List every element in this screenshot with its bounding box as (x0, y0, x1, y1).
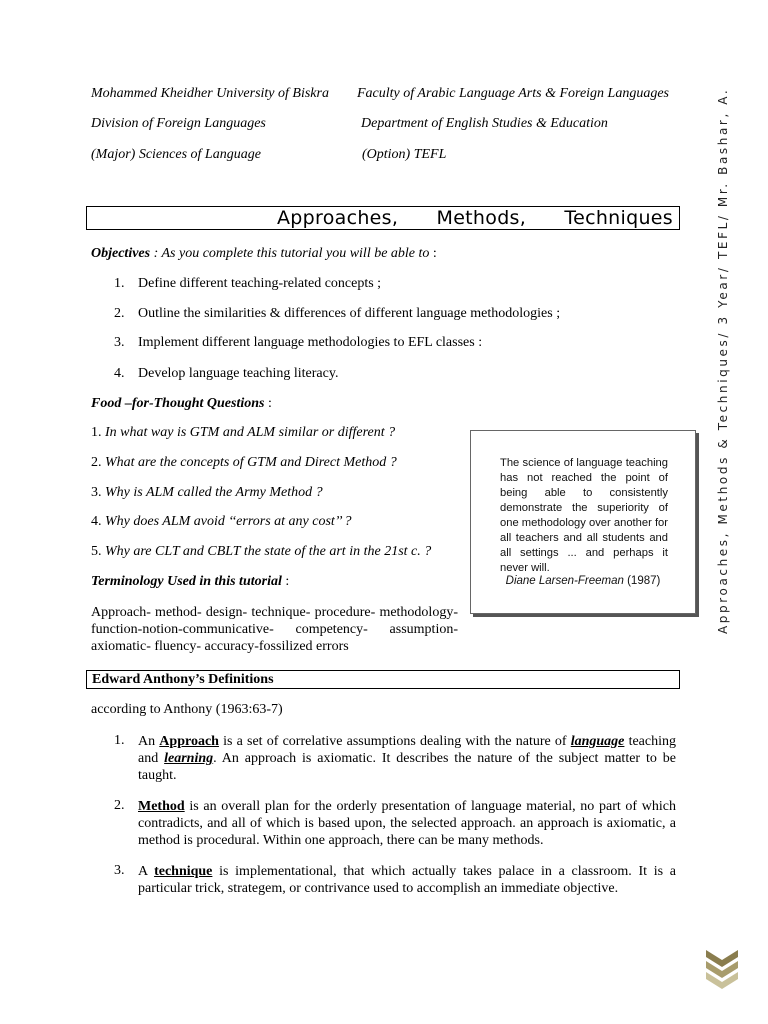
keyword-approach: Approach (159, 734, 219, 749)
question-item: 5. Why are CLT and CBLT the state of the art in the 21st c. ? (91, 544, 432, 559)
terminology-colon: : (281, 574, 290, 589)
list-number: 3. (114, 335, 125, 350)
question-item: 1. In what way is GTM and ALM similar or different ? (91, 425, 396, 440)
vertical-sidebar-text: Approaches, Methods & Techniques/ 3 Year/ TEFL/ Mr. Bashar, A. (716, 87, 730, 634)
department-name: Department of English Studies & Education (361, 116, 608, 131)
objectives-text: : As you complete this tutorial you will be able to (150, 246, 430, 261)
quote-year: (1987) (623, 575, 661, 587)
question-item: 4. Why does ALM avoid ‘‘errors at any cost’’ ? (91, 514, 352, 529)
division-name: Division of Foreign Languages (91, 116, 266, 131)
title-word-approaches: Approaches, (277, 207, 399, 229)
quote-box (470, 430, 696, 614)
option-name: (Option) TEFL (362, 147, 447, 162)
list-number: 2. (114, 306, 125, 321)
question-item: 2. What are the concepts of GTM and Direct Method ? (91, 455, 397, 470)
faculty-name: Faculty of Arabic Language Arts & Foreign Languages (357, 86, 670, 101)
objectives-label: Objectives (91, 246, 151, 261)
list-text: Outline the similarities & differences of different language methodologies ; (138, 306, 561, 321)
chevron-down-icon (704, 948, 740, 994)
list-text: Define different teaching-related concepts ; (138, 276, 382, 291)
keyword-method: Method (138, 799, 185, 814)
page-title (86, 206, 680, 230)
objectives-intro (91, 246, 437, 262)
terminology-list: Approach- method- design- technique- procedure- methodology- function-notion-communicative- competency- assumption- axiomatic- fluency- accuracy-fossilized errors (91, 605, 458, 654)
major-name: (Major) Sciences of Language (91, 147, 261, 162)
quote-author: Diane Larsen-Freeman (505, 575, 624, 587)
question-item: 3. Why is ALM called the Army Method ? (91, 485, 323, 500)
title-word-methods: Methods, (436, 207, 527, 229)
terminology-heading (91, 574, 289, 590)
food-label: Food –for-Thought Questions (91, 396, 265, 411)
questions-list (91, 425, 461, 565)
keyword-learning: learning (164, 751, 214, 766)
definitions-heading: Edward Anthony’s Definitions (86, 670, 680, 689)
food-for-thought-heading (91, 396, 272, 412)
objectives-colon: : (429, 246, 437, 261)
list-number: 1. (114, 733, 125, 748)
list-number: 2. (114, 798, 125, 813)
definition-technique (114, 863, 676, 899)
definition-text: An Approach is a set of correlative assumptions dealing with the nature of language teaching and learning. An approach is axiomatic. It describes the nature of the subject matter to be taught. (138, 734, 677, 783)
definitions-intro: according to Anthony (1963:63-7) (91, 702, 283, 717)
keyword-language: language (570, 734, 625, 749)
quote-text: The science of language teaching has not reached the point of being able to consistently demonstrate the superiority of one methodology over another for all teachers and all students and all settings ... and perhaps it never will. (500, 457, 668, 574)
quote-citation (471, 575, 695, 587)
definition-text: A technique is implementational, that which actually takes palace in a classroom. It is a particular trick, strategem, or contrivance used to accomplish an immediate objective. (138, 864, 677, 896)
food-colon: : (264, 396, 272, 411)
list-text: Develop language teaching literacy. (138, 366, 339, 381)
objectives-list (114, 276, 674, 386)
list-number: 4. (114, 366, 125, 381)
list-number: 3. (114, 863, 125, 878)
university-name: Mohammed Kheidher University of Biskra (91, 86, 329, 101)
definition-method (114, 798, 676, 850)
keyword-technique: technique (154, 864, 213, 879)
definition-text: Method is an overall plan for the orderly presentation of language material, no part of which contradicts, and all of which is based upon, the selected approach. an approach is axiomatic, a method is procedural. Within one approach, there can be many methods. (138, 799, 676, 848)
list-number: 1. (114, 276, 125, 291)
terminology-label: Terminology Used in this tutorial (91, 574, 282, 589)
definition-approach (114, 733, 676, 785)
title-word-techniques: Techniques (564, 207, 673, 229)
list-text: Implement different language methodologies to EFL classes : (138, 335, 483, 350)
